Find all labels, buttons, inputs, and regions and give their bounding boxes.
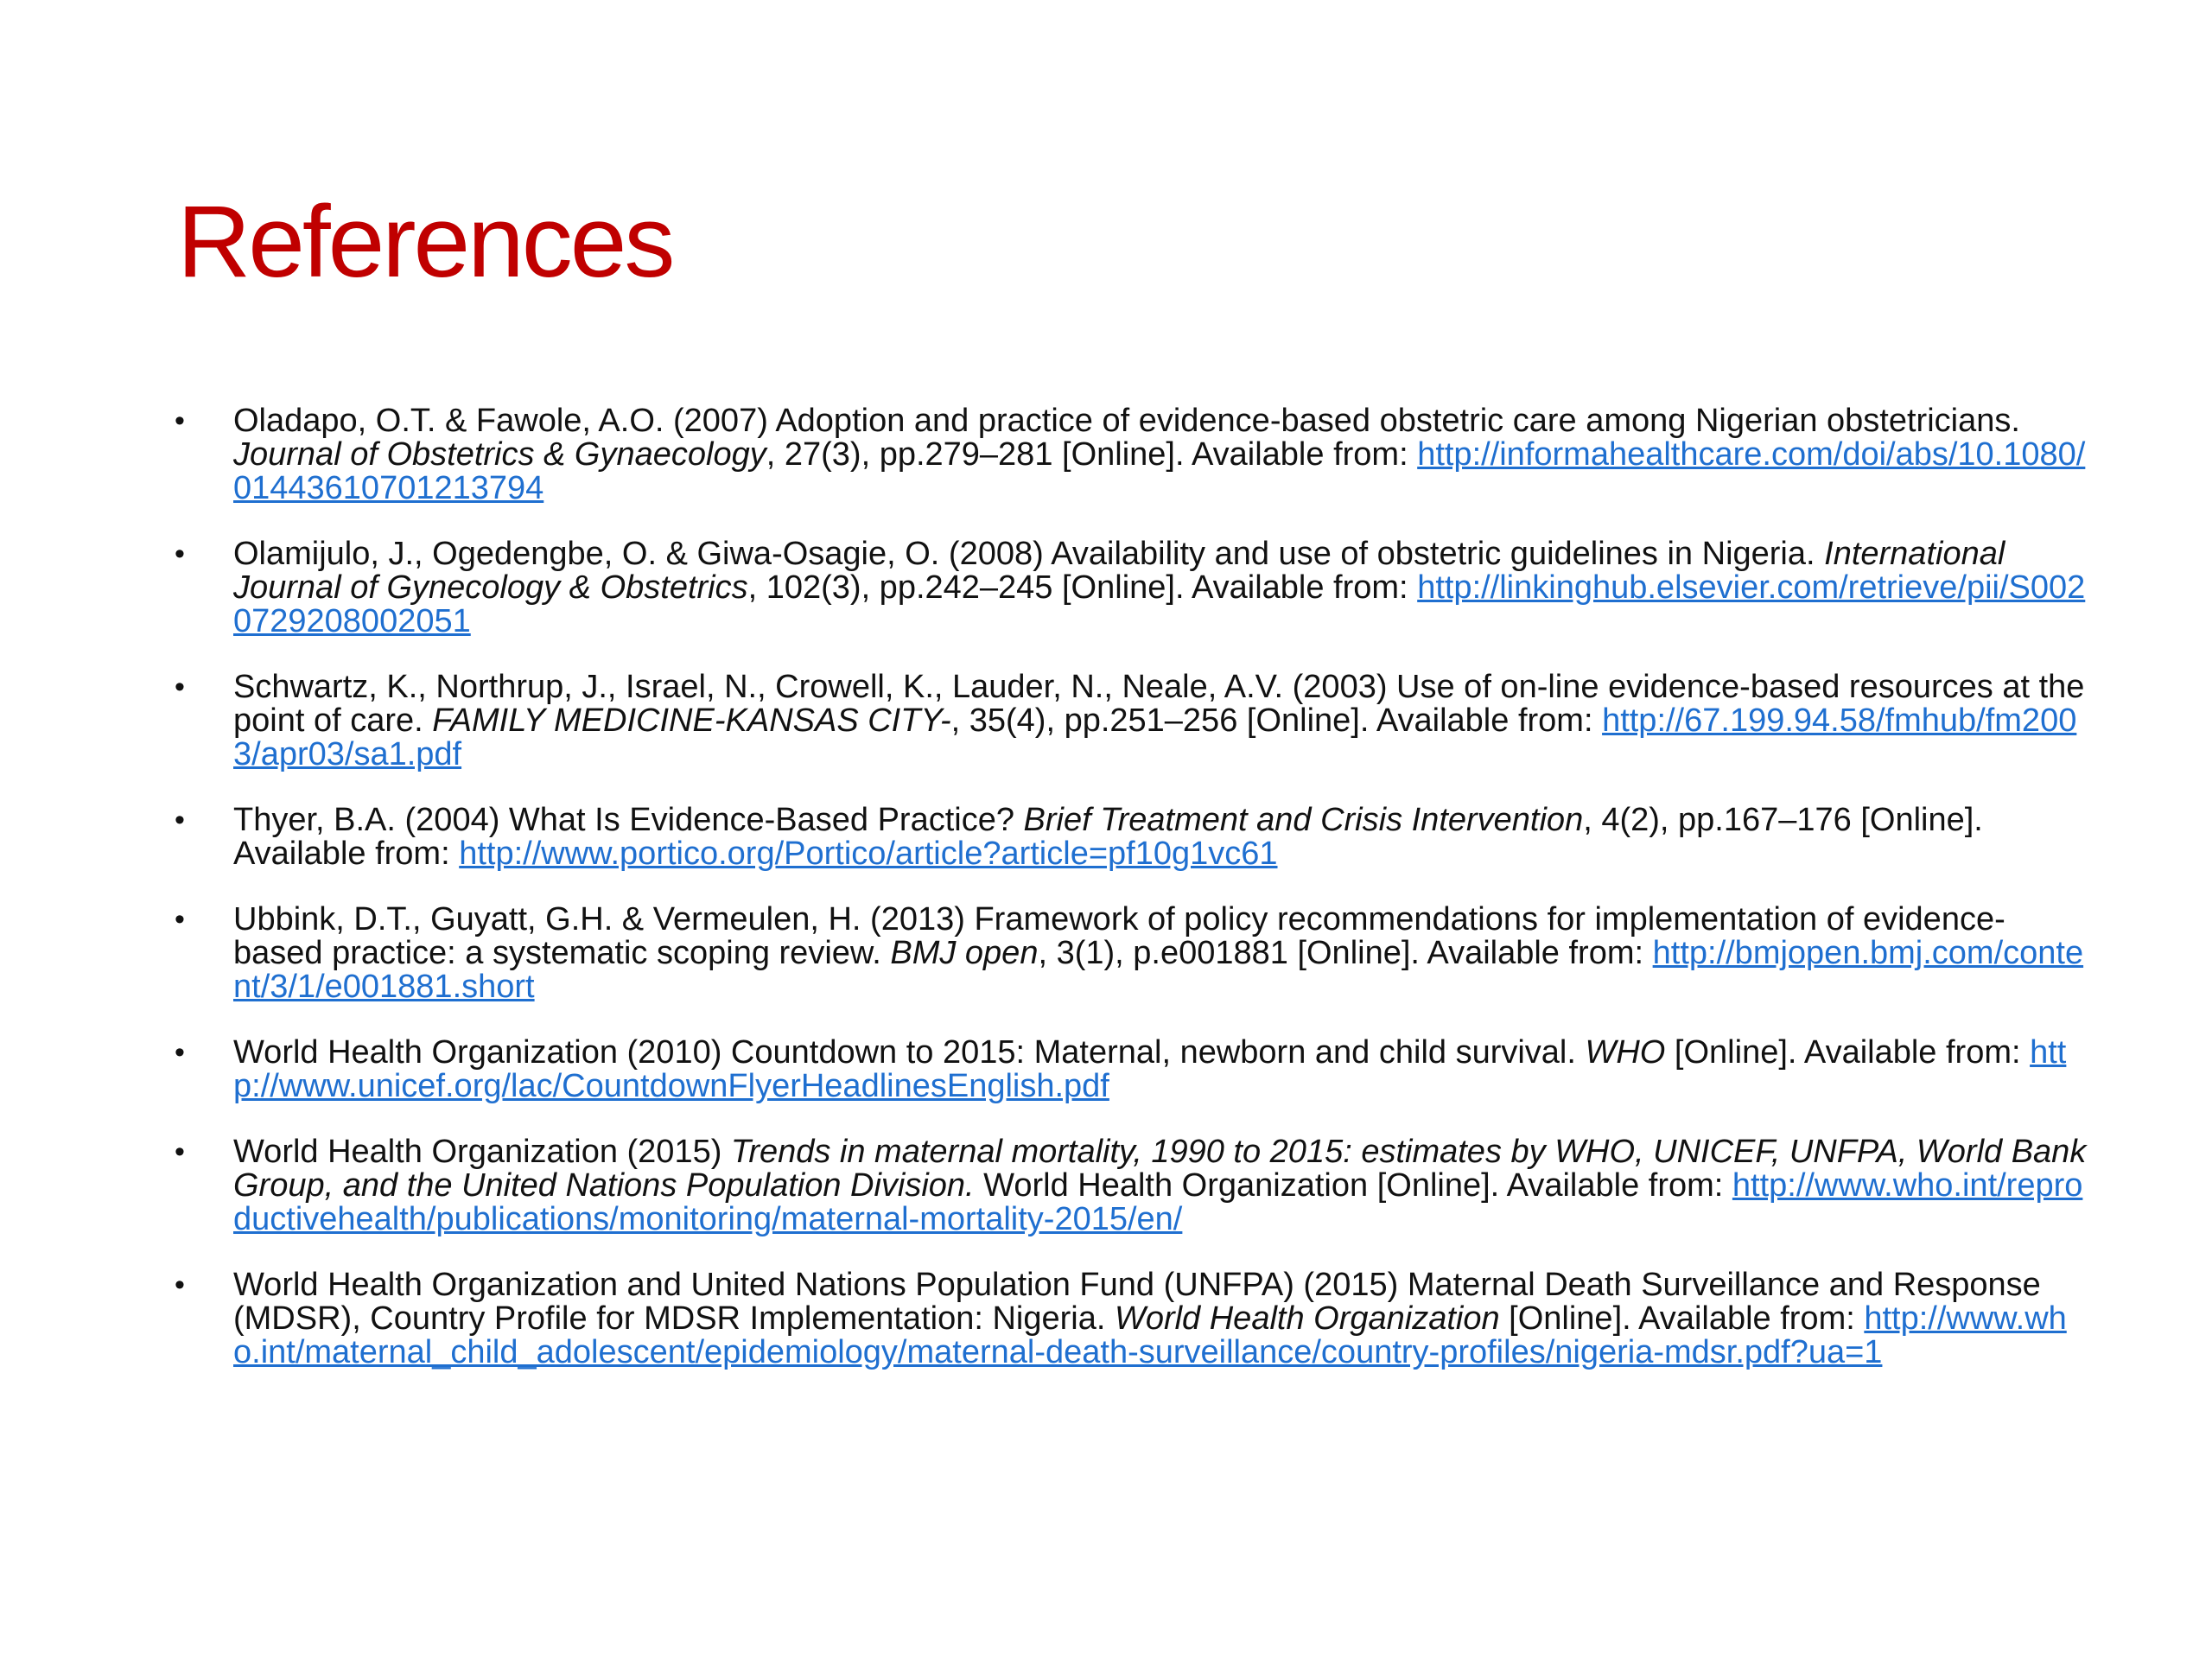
reference-text <box>233 404 2091 505</box>
reference-text <box>233 1135 2091 1236</box>
bullet-icon: • <box>175 671 185 703</box>
reference-details: , 102(3), pp.242–245 [Online]. Available from: <box>747 569 1418 606</box>
reference-authors-title: Schwartz, K., Northrup, J., Israel, N., Crowell, K., Lauder, N., Neale, A.V. (2003) Use of on-line evidence-based resources at the point of care. <box>233 669 2085 739</box>
reference-link[interactable]: http://www.portico.org/Portico/article?article=pf10g1vc61 <box>459 836 1278 872</box>
reference-journal: Brief Treatment and Crisis Intervention <box>1023 802 1584 838</box>
reference-item <box>173 804 2091 871</box>
reference-details: World Health Organization [Online]. Available from: <box>974 1167 1732 1204</box>
reference-item <box>173 671 2091 772</box>
reference-journal: BMJ open <box>890 935 1039 971</box>
reference-journal: Journal of Obstetrics & Gynaecology <box>233 436 766 473</box>
reference-item <box>173 1268 2091 1370</box>
reference-link[interactable]: http://67.199.94.58/fmhub/fm2003/apr03/sa1.pdf <box>233 702 2077 772</box>
reference-item <box>173 903 2091 1004</box>
reference-authors-title: Olamijulo, J., Ogedengbe, O. & Giwa-Osagie, O. (2008) Availability and use of obstetric guidelines in Nigeria. <box>233 536 1825 572</box>
reference-link[interactable]: http://linkinghub.elsevier.com/retrieve/pii/S0020729208002051 <box>233 569 2086 639</box>
reference-journal: FAMILY MEDICINE-KANSAS CITY- <box>432 702 951 739</box>
reference-item <box>173 404 2091 505</box>
reference-item <box>173 1036 2091 1103</box>
reference-link[interactable]: http://www.unicef.org/lac/CountdownFlyerHeadlinesEnglish.pdf <box>233 1034 2067 1104</box>
reference-journal: WHO <box>1585 1034 1666 1071</box>
reference-item <box>173 1135 2091 1236</box>
bullet-icon: • <box>175 1036 185 1069</box>
bullet-icon: • <box>175 1268 185 1301</box>
reference-journal: World Health Organization <box>1114 1300 1500 1337</box>
reference-details: , 4(2), pp.167–176 [Online]. Available from: <box>233 802 1983 872</box>
bullet-icon: • <box>175 804 185 836</box>
bullet-icon: • <box>175 903 185 936</box>
reference-authors-title: World Health Organization (2015) <box>233 1134 731 1170</box>
reference-details: [Online]. Available from: <box>1665 1034 2031 1071</box>
reference-link[interactable]: http://informahealthcare.com/doi/abs/10.1080/01443610701213794 <box>233 436 2086 506</box>
reference-details: [Online]. Available from: <box>1499 1300 1865 1337</box>
reference-text <box>233 903 2091 1004</box>
reference-details: , 3(1), p.e001881 [Online]. Available from: <box>1038 935 1653 971</box>
reference-list <box>173 404 2091 1402</box>
page-title: References <box>177 185 673 299</box>
bullet-icon: • <box>175 404 185 437</box>
reference-text <box>233 537 2091 639</box>
reference-authors-title: World Health Organization and United Nations Population Fund (UNFPA) (2015) Maternal Death Surveillance and Response (MDSR), Country Profile for MDSR Implementation: Nigeria. <box>233 1267 2041 1337</box>
reference-journal: International Journal of Gynecology & Obstetrics <box>233 536 2005 606</box>
reference-item <box>173 537 2091 639</box>
reference-authors-title: World Health Organization (2010) Countdown to 2015: Maternal, newborn and child survival. <box>233 1034 1586 1071</box>
reference-authors-title: Thyer, B.A. (2004) What Is Evidence-Based Practice? <box>233 802 1024 838</box>
reference-text <box>233 804 2091 871</box>
reference-text <box>233 671 2091 772</box>
reference-link[interactable]: http://www.who.int/maternal_child_adolescent/epidemiology/maternal-death-surveillance/country-profiles/nigeria-mdsr.pdf?ua=1 <box>233 1300 2067 1370</box>
reference-details: , 27(3), pp.279–281 [Online]. Available from: <box>766 436 1418 473</box>
reference-text <box>233 1268 2091 1370</box>
reference-authors-title: Oladapo, O.T. & Fawole, A.O. (2007) Adoption and practice of evidence-based obstetric care among Nigerian obstetricians. <box>233 403 2020 439</box>
reference-details: , 35(4), pp.251–256 [Online]. Available from: <box>950 702 1603 739</box>
reference-authors-title: Ubbink, D.T., Guyatt, G.H. & Vermeulen, H. (2013) Framework of policy recommendations for implementation of evidence-based practice: a systematic scoping review. <box>233 901 2005 971</box>
reference-journal: Trends in maternal mortality, 1990 to 2015: estimates by WHO, UNICEF, UNFPA, World Bank Group, and the United Nations Population Division. <box>233 1134 2087 1204</box>
reference-link[interactable]: http://www.who.int/reproductivehealth/publications/monitoring/maternal-mortality-2015/en/ <box>233 1167 2083 1237</box>
bullet-icon: • <box>175 1135 185 1168</box>
reference-link[interactable]: http://bmjopen.bmj.com/content/3/1/e001881.short <box>233 935 2084 1005</box>
reference-text <box>233 1036 2091 1103</box>
bullet-icon: • <box>175 537 185 570</box>
